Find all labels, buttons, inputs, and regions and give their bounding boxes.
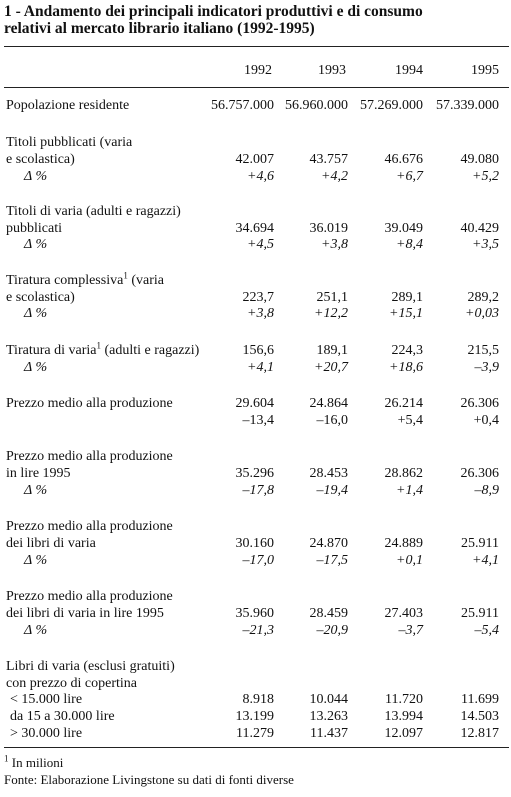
year-header-1995: 1995 <box>471 63 499 78</box>
cell-tiratura-1993: 251,1 <box>316 290 348 305</box>
cell-prezzo-varia-delta-1992: –17,0 <box>242 553 274 568</box>
cell-oltre-30000-1992: 11.279 <box>236 726 274 741</box>
table-title <box>4 3 509 37</box>
cell-titoli-1992: 42.007 <box>235 152 274 167</box>
cell-prezzo-varia-1993: 24.870 <box>309 536 348 551</box>
cell-prezzo-1994: 26.214 <box>384 396 423 411</box>
delta-label: Δ % <box>24 169 48 184</box>
cell-prezzo-1995-1994: 28.862 <box>384 466 423 481</box>
cell-tiratura-1992: 223,7 <box>242 290 274 305</box>
cell-prezzo-varia-1995-1993: 28.459 <box>309 606 348 621</box>
source-note: Fonte: Elaborazione Livingstone su dati di fonti diverse <box>4 772 294 787</box>
cell-tiratura-varia-1993: 189,1 <box>316 343 348 358</box>
cell-titoli-1995: 49.080 <box>460 152 499 167</box>
delta-label: Δ % <box>24 306 48 321</box>
cell-tiratura-varia-delta-1995: –3,9 <box>474 360 499 375</box>
row-label-tiratura-1: Tiratura complessiva$^1$ (varia <box>6 270 164 288</box>
cell-prezzo-varia-1992: 30.160 <box>235 536 274 551</box>
row-label-prezzo-varia-1995-2: dei libri di varia in lire 1995 <box>6 606 164 621</box>
cell-titoli-delta-1995: +5,2 <box>472 169 499 184</box>
row-label-prezzo-sotto-15000: < 15.000 lire <box>10 692 83 707</box>
cell-prezzo-1995-delta-1995: –8,9 <box>474 483 499 498</box>
row-label-tiratura-2: e scolastica) <box>6 290 75 305</box>
cell-prezzo-varia-1995-delta-1994: –3,7 <box>398 623 423 638</box>
cell-tiratura-varia-1994: 224,3 <box>391 343 423 358</box>
row-label-tiratura-varia: Tiratura di varia$^1$ (adulti e ragazzi) <box>6 340 200 358</box>
cell-prezzo-1995-1993: 28.453 <box>309 466 348 481</box>
cell-prezzo-1995-1995: 26.306 <box>460 466 499 481</box>
cell-titoli-1994: 46.676 <box>384 152 423 167</box>
cell-sotto-15000-1992: 8.918 <box>242 692 274 707</box>
cell-pop-1994: 57.269.000 <box>360 98 423 113</box>
cell-tiratura-varia-1992: 156,6 <box>242 343 274 358</box>
cell-tiratura-varia-delta-1994: +18,6 <box>389 360 423 375</box>
cell-prezzo-varia-1995-delta-1993: –20,9 <box>316 623 348 638</box>
cell-15-30000-1993: 13.263 <box>309 709 348 724</box>
row-label-popolazione: Popolazione residente <box>6 98 130 113</box>
footnote-marker: 1 <box>4 753 9 764</box>
cell-pop-1992: 56.757.000 <box>211 98 274 113</box>
cell-prezzo-1993: 24.864 <box>309 396 348 411</box>
cell-prezzo-varia-1995-1992: 35.960 <box>235 606 274 621</box>
row-label-titoli-1: Titoli pubblicati (varia <box>6 135 133 150</box>
cell-titoli-varia-1993: 36.019 <box>309 221 348 236</box>
title-line-2: relativi al mercato librario italiano (1992-1995) <box>4 20 315 37</box>
header-rule <box>4 87 509 88</box>
cell-tiratura-delta-1995: +0,03 <box>465 306 499 321</box>
cell-prezzo-varia-1995-delta-1995: –5,4 <box>474 623 499 638</box>
cell-prezzo-varia-1994: 24.889 <box>384 536 423 551</box>
row-label-titoli-2: e scolastica) <box>6 152 75 167</box>
top-rule <box>4 46 509 47</box>
cell-titoli-varia-delta-1993: +3,8 <box>321 237 348 252</box>
cell-titoli-varia-1994: 39.049 <box>384 221 423 236</box>
delta-label: Δ % <box>24 360 48 375</box>
cell-titoli-varia-1992: 34.694 <box>235 221 274 236</box>
cell-titoli-varia-delta-1994: +8,4 <box>396 237 423 252</box>
year-header-1993: 1993 <box>318 63 346 78</box>
cell-prezzo-varia-1995-delta-1992: –21,3 <box>242 623 274 638</box>
cell-oltre-30000-1995: 12.817 <box>460 726 499 741</box>
cell-prezzo-varia-delta-1995: +4,1 <box>472 553 499 568</box>
year-header-1994: 1994 <box>395 63 423 78</box>
cell-prezzo-varia-delta-1993: –17,5 <box>316 553 348 568</box>
row-label-titoli-varia-1: Titoli di varia (adulti e ragazzi) <box>6 204 181 219</box>
cell-prezzo-delta-1994: +5,4 <box>397 413 423 428</box>
delta-label: Δ % <box>24 483 48 498</box>
row-label-prezzo-varia-1: Prezzo medio alla produzione <box>6 519 173 534</box>
cell-prezzo-varia-delta-1994: +0,1 <box>396 553 423 568</box>
cell-prezzo-1995-delta-1993: –19,4 <box>316 483 348 498</box>
cell-tiratura-varia-delta-1993: +20,7 <box>314 360 348 375</box>
cell-15-30000-1992: 13.199 <box>235 709 274 724</box>
title-line-1: 1 - Andamento dei principali indicatori produttivi e di consumo <box>4 3 423 20</box>
row-label-libri-varia-2: con prezzo di copertina <box>6 676 137 691</box>
cell-titoli-varia-1995: 40.429 <box>460 221 499 236</box>
cell-titoli-delta-1993: +4,2 <box>321 169 348 184</box>
footnote-marker: 1 <box>96 340 101 351</box>
cell-tiratura-delta-1993: +12,2 <box>314 306 348 321</box>
cell-tiratura-1995: 289,2 <box>467 290 499 305</box>
cell-prezzo-1992: 29.604 <box>235 396 274 411</box>
row-label-libri-varia-1: Libri di varia (esclusi gratuiti) <box>6 659 175 674</box>
row-label-titoli-varia-2: pubblicati <box>6 221 62 236</box>
cell-prezzo-1995-delta-1994: +1,4 <box>396 483 423 498</box>
cell-titoli-varia-delta-1995: +3,5 <box>472 237 499 252</box>
cell-15-30000-1995: 14.503 <box>460 709 499 724</box>
delta-label: Δ % <box>24 237 48 252</box>
cell-titoli-varia-delta-1992: +4,5 <box>247 237 274 252</box>
cell-titoli-delta-1994: +6,7 <box>396 169 423 184</box>
row-label-prezzo-15-30000: da 15 a 30.000 lire <box>10 709 115 724</box>
cell-tiratura-varia-delta-1992: +4,1 <box>247 360 274 375</box>
cell-titoli-delta-1992: +4,6 <box>247 169 274 184</box>
row-label-prezzo-varia-1995-1: Prezzo medio alla produzione <box>6 589 173 604</box>
cell-tiratura-1994: 289,1 <box>391 290 423 305</box>
bottom-rule <box>4 747 509 748</box>
footnote: $^1$ In milioni <box>4 753 64 770</box>
row-label-prezzo-1995-2: in lire 1995 <box>6 466 71 481</box>
delta-label: Δ % <box>24 553 48 568</box>
cell-prezzo-varia-1995-1995: 25.911 <box>461 606 499 621</box>
cell-pop-1995: 57.339.000 <box>436 98 499 113</box>
cell-oltre-30000-1994: 12.097 <box>384 726 423 741</box>
cell-prezzo-1995-delta-1992: –17,8 <box>242 483 274 498</box>
year-header-1992: 1992 <box>244 63 272 78</box>
row-label-prezzo: Prezzo medio alla produzione <box>6 396 173 411</box>
cell-prezzo-delta-1992: –13,4 <box>242 413 274 428</box>
cell-tiratura-delta-1994: +15,1 <box>389 306 423 321</box>
cell-titoli-1993: 43.757 <box>309 152 348 167</box>
cell-sotto-15000-1994: 11.720 <box>385 692 423 707</box>
cell-prezzo-1995: 26.306 <box>460 396 499 411</box>
cell-sotto-15000-1995: 11.699 <box>461 692 499 707</box>
row-label-prezzo-varia-2: dei libri di varia <box>6 536 96 551</box>
footnote-marker: 1 <box>123 270 128 281</box>
row-label-prezzo-1995-1: Prezzo medio alla produzione <box>6 449 173 464</box>
cell-tiratura-delta-1992: +3,8 <box>247 306 274 321</box>
cell-tiratura-varia-1995: 215,5 <box>467 343 499 358</box>
cell-prezzo-varia-1995-1994: 27.403 <box>384 606 423 621</box>
cell-sotto-15000-1993: 10.044 <box>309 692 348 707</box>
cell-15-30000-1994: 13.994 <box>384 709 423 724</box>
cell-prezzo-delta-1995: +0,4 <box>473 413 499 428</box>
cell-prezzo-delta-1993: –16,0 <box>316 413 348 428</box>
delta-label: Δ % <box>24 623 48 638</box>
cell-prezzo-varia-1995: 25.911 <box>461 536 499 551</box>
cell-oltre-30000-1993: 11.437 <box>310 726 348 741</box>
cell-prezzo-1995-1992: 35.296 <box>235 466 274 481</box>
cell-pop-1993: 56.960.000 <box>285 98 348 113</box>
row-label-prezzo-oltre-30000: > 30.000 lire <box>10 726 83 741</box>
